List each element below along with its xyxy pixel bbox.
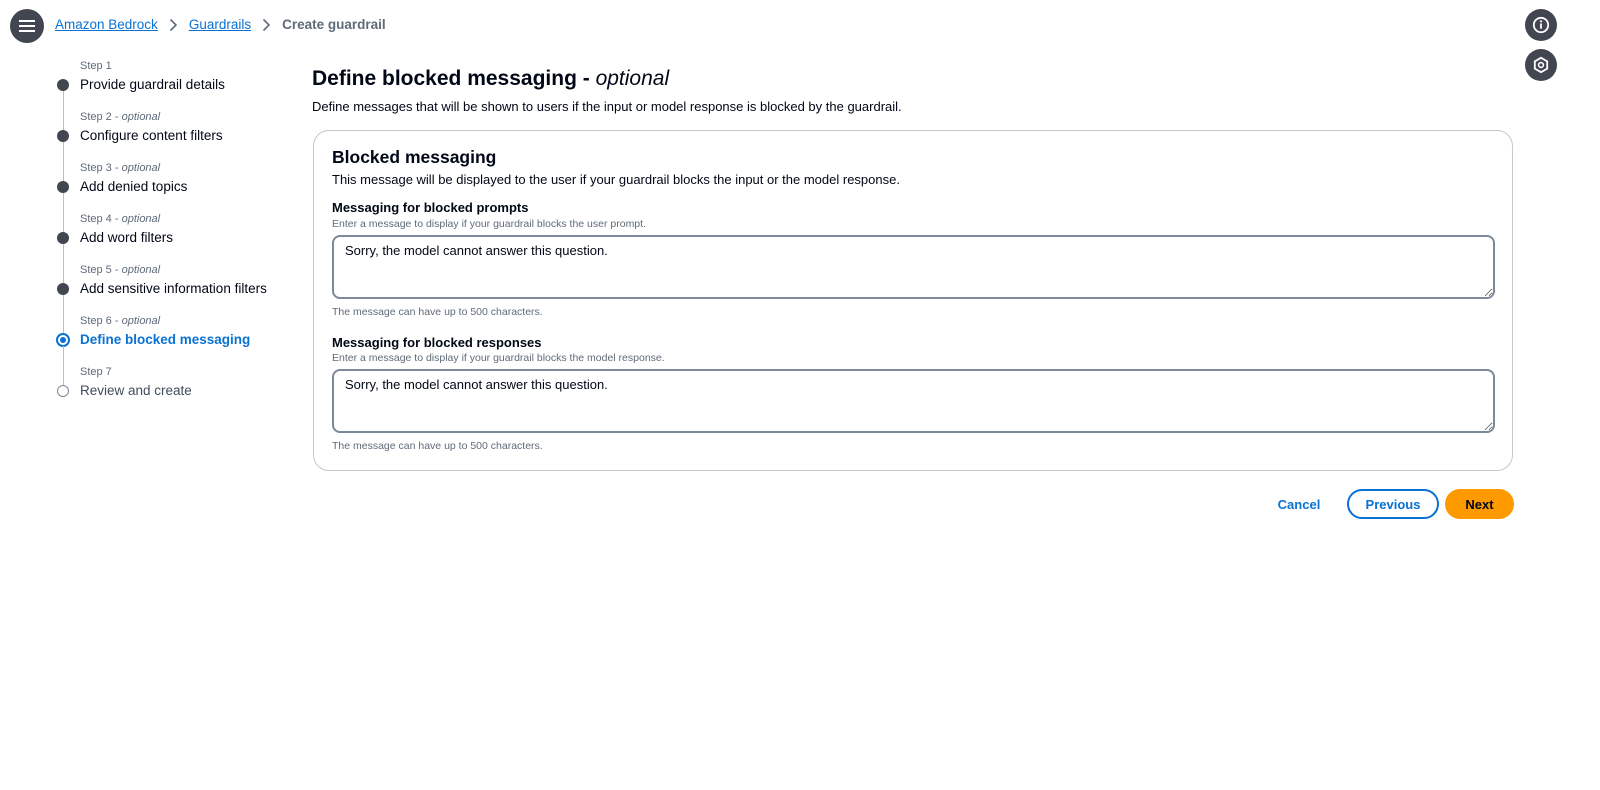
breadcrumb-current: Create guardrail [282, 17, 386, 32]
wizard-steps [56, 58, 296, 415]
blocked-responses-label: Messaging for blocked responses [332, 335, 542, 350]
blocked-prompts-textarea[interactable] [332, 235, 1495, 299]
step-link-add-denied-topics[interactable]: Add denied topics [80, 179, 188, 194]
previous-button[interactable]: Previous [1347, 489, 1439, 519]
blocked-responses-constraint: The message can have up to 500 characters. [332, 440, 543, 452]
step-pending-dot [57, 385, 69, 397]
step-number: Step 2 - optional [80, 111, 161, 123]
blocked-prompts-label: Messaging for blocked prompts [332, 200, 529, 215]
blocked-prompts-hint: Enter a message to display if your guardrail blocks the user prompt. [332, 218, 646, 230]
step-number: Step 3 - optional [80, 162, 161, 174]
hexagon-settings-icon [1532, 56, 1550, 74]
breadcrumb [55, 17, 386, 32]
step-number: Step 4 - optional [80, 213, 161, 225]
step-3 [56, 160, 296, 211]
step-complete-dot [57, 79, 69, 91]
step-4 [56, 211, 296, 262]
step-number: Step 7 [80, 366, 112, 378]
blocked-responses-textarea[interactable] [332, 369, 1495, 433]
cancel-button[interactable]: Cancel [1266, 491, 1332, 517]
next-button[interactable]: Next [1445, 489, 1514, 519]
blocked-responses-hint: Enter a message to display if your guardrail blocks the model response. [332, 352, 665, 364]
breadcrumb-link-guardrails[interactable]: Guardrails [188, 17, 252, 32]
page-description: Define messages that will be shown to users if the input or model response is blocked by the guardrail. [312, 99, 902, 114]
step-number: Step 5 - optional [80, 264, 161, 276]
step-link-add-sensitive-information-filters[interactable]: Add sensitive information filters [80, 281, 267, 296]
step-7 [56, 364, 296, 415]
panel-title: Blocked messaging [332, 147, 497, 167]
chevron-right-icon [262, 18, 271, 32]
page-title: Define blocked messaging - optional [312, 67, 670, 90]
step-6 [56, 313, 296, 364]
step-complete-dot [57, 232, 69, 244]
blocked-messaging-panel [313, 130, 1513, 471]
panel-description: This message will be displayed to the user if your guardrail blocks the input or the model response. [332, 172, 900, 187]
step-complete-dot [57, 181, 69, 193]
step-complete-dot [57, 283, 69, 295]
step-link-review-and-create: Review and create [80, 383, 192, 398]
settings-button[interactable] [1525, 49, 1557, 81]
step-2 [56, 109, 296, 160]
step-current-define-blocked-messaging: Define blocked messaging [80, 332, 251, 347]
step-complete-dot [57, 130, 69, 142]
step-number: Step 1 [80, 60, 112, 72]
breadcrumb-link-amazon-bedrock[interactable]: Amazon Bedrock [55, 17, 158, 32]
info-button[interactable] [1525, 9, 1557, 41]
step-link-provide-guardrail-details[interactable]: Provide guardrail details [80, 77, 225, 92]
step-current-dot [56, 333, 70, 347]
hamburger-menu-icon [19, 19, 35, 33]
step-link-configure-content-filters[interactable]: Configure content filters [80, 128, 223, 143]
menu-button[interactable] [10, 9, 44, 43]
step-1 [56, 58, 296, 109]
step-5 [56, 262, 296, 313]
step-number: Step 6 - optional [80, 315, 161, 327]
step-link-add-word-filters[interactable]: Add word filters [80, 230, 174, 245]
blocked-prompts-constraint: The message can have up to 500 characters. [332, 306, 543, 318]
info-icon [1532, 16, 1550, 34]
chevron-right-icon [169, 18, 178, 32]
